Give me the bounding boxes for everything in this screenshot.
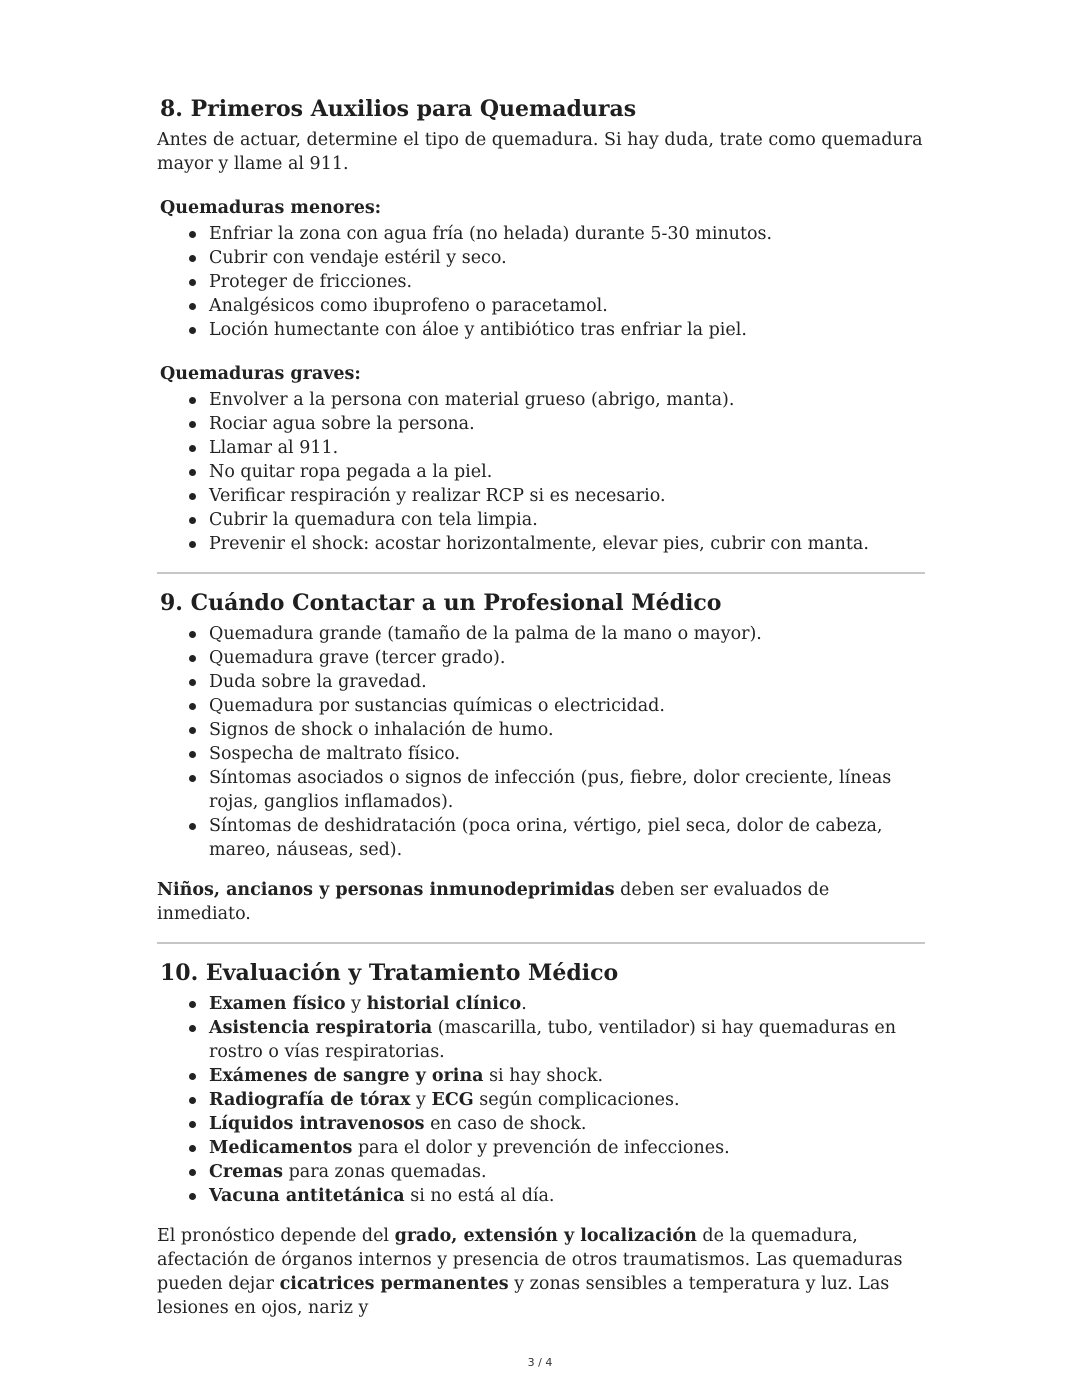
list-item: Síntomas de deshidratación (poca orina, vértigo, piel seca, dolor de cabeza, mareo, náuseas, sed). xyxy=(209,814,925,862)
list-item xyxy=(209,1016,925,1064)
list-item xyxy=(209,1088,925,1112)
section-10-title: 10. Evaluación y Tratamiento Médico xyxy=(160,960,619,986)
list-item xyxy=(209,1160,925,1184)
list-item xyxy=(209,1064,925,1088)
item-text: . xyxy=(521,994,527,1014)
minor-burns-heading: Quemaduras menores: xyxy=(160,198,382,218)
vulnerable-groups-note xyxy=(157,878,925,926)
list-item: Duda sobre la gravedad. xyxy=(209,670,925,694)
minor-burns-list xyxy=(157,222,925,342)
list-item: Quemadura grave (tercer grado). xyxy=(209,646,925,670)
medical-treatment-list xyxy=(157,992,925,1208)
contact-doctor-list xyxy=(157,622,925,862)
item-bold: Asistencia respiratoria xyxy=(209,1018,433,1038)
item-bold: Vacuna antitetánica xyxy=(209,1186,405,1206)
note-text: deben ser evaluados de inmediato. xyxy=(157,880,830,924)
list-item xyxy=(209,1136,925,1160)
section-divider xyxy=(157,572,925,574)
list-item xyxy=(209,1184,925,1208)
list-item: Rociar agua sobre la persona. xyxy=(209,412,925,436)
item-text: para zonas quemadas. xyxy=(283,1162,487,1182)
list-item: Envolver a la persona con material grueso (abrigo, manta). xyxy=(209,388,925,412)
document-page xyxy=(157,94,925,1320)
item-text: (mascarilla, tubo, ventilador) si hay quemaduras en rostro o vías respiratorias. xyxy=(209,1018,897,1062)
item-text: y xyxy=(410,1090,432,1110)
list-item: Loción humectante con áloe y antibiótico tras enfriar la piel. xyxy=(209,318,925,342)
item-text: en caso de shock. xyxy=(424,1114,587,1134)
item-text: para el dolor y prevención de infecciones. xyxy=(352,1138,730,1158)
item-text: si hay shock. xyxy=(483,1066,604,1086)
prognosis-bold: cicatrices permanentes xyxy=(279,1274,509,1294)
list-item: Sospecha de maltrato físico. xyxy=(209,742,925,766)
list-item xyxy=(209,1112,925,1136)
list-item: Prevenir el shock: acostar horizontalmente, elevar pies, cubrir con manta. xyxy=(209,532,925,556)
prognosis-paragraph xyxy=(157,1224,925,1320)
item-bold: ECG xyxy=(431,1090,474,1110)
list-item xyxy=(209,992,925,1016)
list-item: Analgésicos como ibuprofeno o paracetamol. xyxy=(209,294,925,318)
list-item: Quemadura grande (tamaño de la palma de la mano o mayor). xyxy=(209,622,925,646)
list-item: No quitar ropa pegada a la piel. xyxy=(209,460,925,484)
list-item: Verificar respiración y realizar RCP si es necesario. xyxy=(209,484,925,508)
list-item: Proteger de fricciones. xyxy=(209,270,925,294)
prognosis-text: de la quemadura, afectación de órganos internos y presencia de otros traumatismos. Las quemaduras pueden dejar xyxy=(157,1226,903,1294)
item-bold: Cremas xyxy=(209,1162,283,1182)
list-item: Cubrir con vendaje estéril y seco. xyxy=(209,246,925,270)
list-item: Cubrir la quemadura con tela limpia. xyxy=(209,508,925,532)
list-item: Enfriar la zona con agua fría (no helada) durante 5-30 minutos. xyxy=(209,222,925,246)
item-bold: Exámenes de sangre y orina xyxy=(209,1066,484,1086)
item-bold: historial clínico xyxy=(366,994,522,1014)
page-number: 3 / 4 xyxy=(527,1356,553,1369)
item-text: y xyxy=(345,994,367,1014)
prognosis-text: y zonas sensibles a temperatura y luz. Las lesiones en ojos, nariz y xyxy=(157,1274,890,1318)
list-item: Quemadura por sustancias químicas o electricidad. xyxy=(209,694,925,718)
note-bold: Niños, ancianos y personas inmunodeprimidas xyxy=(157,880,615,900)
item-bold: Radiografía de tórax xyxy=(209,1090,411,1110)
list-item: Llamar al 911. xyxy=(209,436,925,460)
item-text: según complicaciones. xyxy=(473,1090,680,1110)
item-bold: Medicamentos xyxy=(209,1138,353,1158)
severe-burns-list xyxy=(157,388,925,556)
list-item: Signos de shock o inhalación de humo. xyxy=(209,718,925,742)
section-9-title: 9. Cuándo Contactar a un Profesional Médico xyxy=(160,590,722,616)
prognosis-bold: grado, extensión y localización xyxy=(394,1226,697,1246)
item-bold: Examen físico xyxy=(209,994,346,1014)
list-item: Síntomas asociados o signos de infección (pus, fiebre, dolor creciente, líneas rojas, ganglios inflamados). xyxy=(209,766,925,814)
section-8-intro: Antes de actuar, determine el tipo de quemadura. Si hay duda, trate como quemadura mayor y llame al 911. xyxy=(157,130,923,174)
severe-burns-heading: Quemaduras graves: xyxy=(160,364,361,384)
section-8-title: 8. Primeros Auxilios para Quemaduras xyxy=(160,96,637,122)
item-text: si no está al día. xyxy=(404,1186,555,1206)
section-divider xyxy=(157,942,925,944)
item-bold: Líquidos intravenosos xyxy=(209,1114,425,1134)
prognosis-text: El pronóstico depende del xyxy=(157,1226,395,1246)
